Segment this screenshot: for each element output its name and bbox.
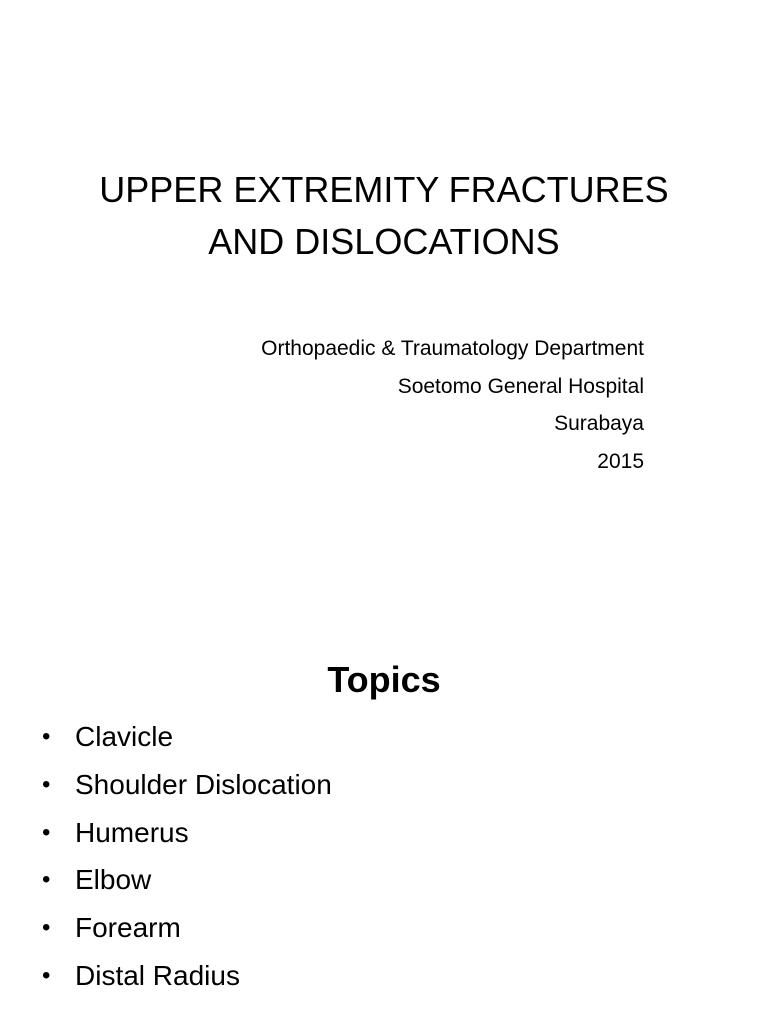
list-item bbox=[40, 807, 332, 855]
list-item bbox=[40, 902, 332, 950]
title-line-2: AND DISLOCATIONS bbox=[208, 221, 560, 263]
list-item bbox=[40, 759, 332, 807]
bullet-icon: • bbox=[42, 723, 51, 750]
list-item bbox=[40, 950, 332, 998]
department-name: Orthopaedic & Traumatology Department bbox=[261, 337, 644, 360]
hospital-name: Soetomo General Hospital bbox=[397, 374, 644, 398]
topic-label: Shoulder Dislocation bbox=[75, 768, 332, 800]
bullet-icon: • bbox=[42, 770, 51, 798]
topics-list bbox=[40, 711, 332, 998]
presentation-subtitle bbox=[124, 330, 644, 480]
bullet-icon: • bbox=[42, 866, 51, 894]
topic-label: Distal Radius bbox=[75, 959, 240, 991]
bullet-icon: • bbox=[42, 914, 51, 942]
topic-label: Elbow bbox=[75, 864, 152, 896]
topics-heading: Topics bbox=[327, 658, 441, 700]
city-name: Surabaya bbox=[554, 412, 644, 435]
topic-label: Humerus bbox=[75, 816, 189, 848]
title-line-1: UPPER EXTREMITY FRACTURES bbox=[99, 169, 669, 211]
topic-label: Clavicle bbox=[75, 721, 174, 752]
presentation-title bbox=[40, 164, 728, 268]
bullet-icon: • bbox=[42, 961, 51, 989]
topics-slide bbox=[0, 576, 768, 1024]
list-item bbox=[40, 711, 332, 759]
year: 2015 bbox=[597, 449, 644, 473]
list-item bbox=[40, 854, 332, 902]
topic-label: Forearm bbox=[75, 912, 181, 944]
bullet-icon: • bbox=[42, 818, 51, 846]
